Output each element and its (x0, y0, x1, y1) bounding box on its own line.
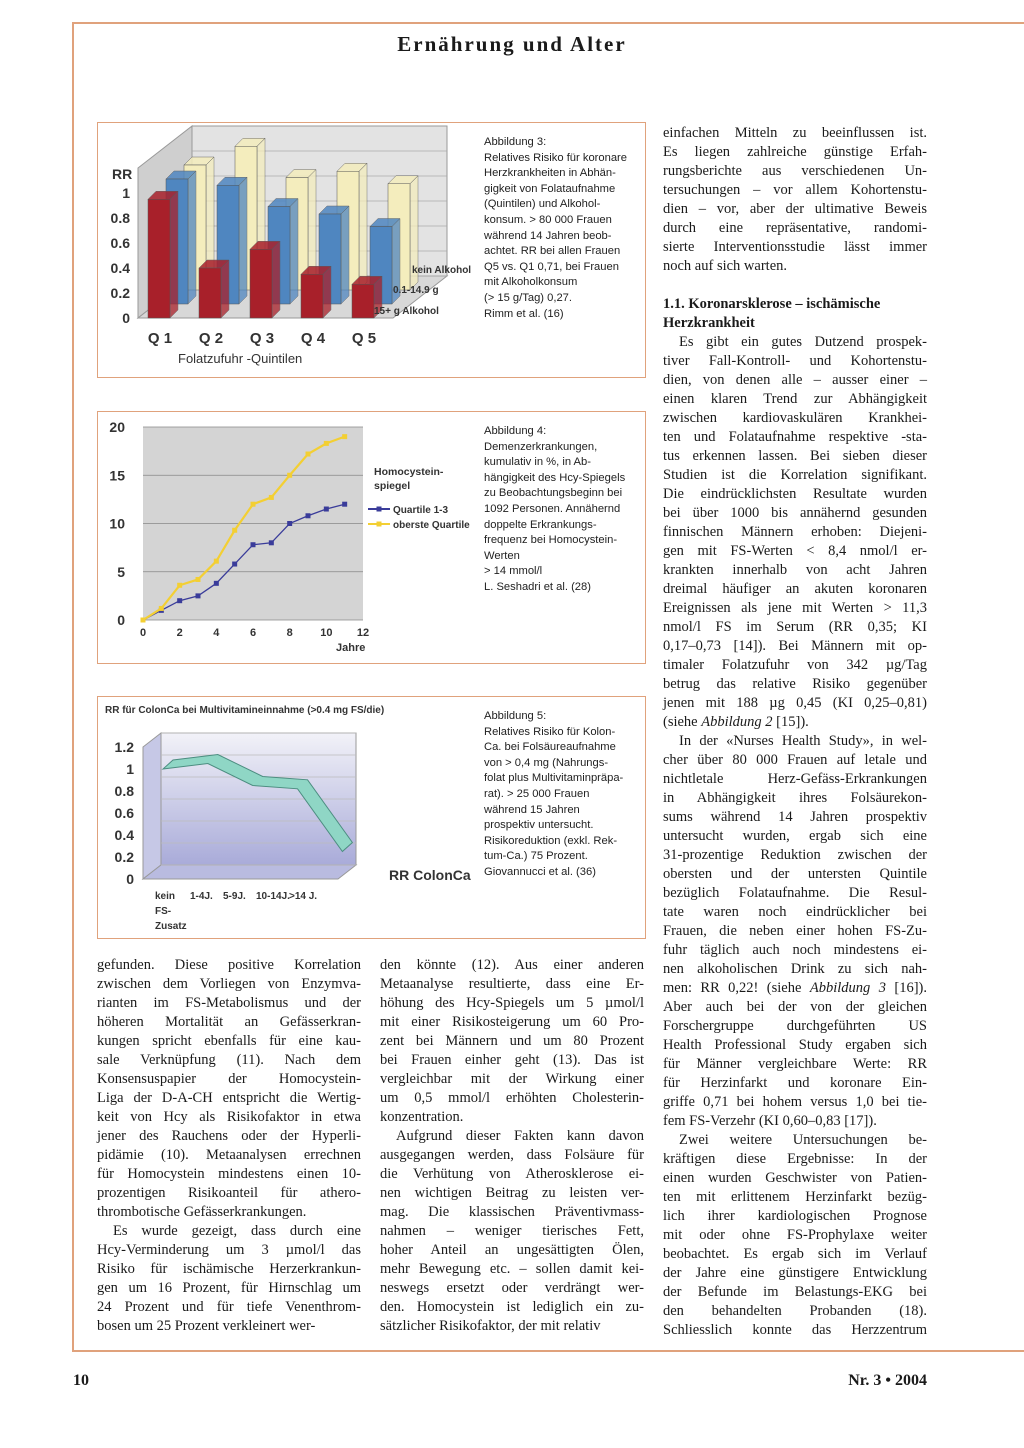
data-point (159, 606, 164, 611)
text-line: sätzlicher Risikofaktor, der mit relativ (380, 1318, 601, 1334)
text-line: rungsberichte aus verschiedenen Un- (663, 163, 927, 179)
figure-5 (97, 696, 646, 939)
text-line: die Verhütung von Atherosklerose ei- (380, 1166, 644, 1182)
text-line: bosen um 25 Prozent verkleinert wer- (97, 1318, 316, 1334)
x-tick-label: 4 (213, 627, 220, 639)
text-line: Studien ist die Korrelation signifikant. (663, 467, 927, 483)
figure-4 (97, 411, 646, 664)
legend-label: oberste Quartile (393, 520, 470, 531)
x-tick-label: Zusatz (155, 921, 187, 932)
x-tick-label: FS- (155, 906, 172, 917)
caption-line: konsum. > 80 000 Frauen (484, 213, 612, 226)
text-line: fem FS-Verzehr (KI 0,60–0,83 [17]). (663, 1113, 877, 1129)
data-point (342, 502, 347, 507)
text-line: kungen spricht ebenfalls für eine kau- (97, 1033, 361, 1049)
text-line: 1.1. Koronarsklerose – ischämische (663, 296, 881, 312)
text-line: den behandelten Probanden (18). (663, 1303, 927, 1319)
text-line: durch eine repräsentative, randomi- (663, 220, 927, 236)
text-line: sierte Interventionsstudie lässt immer (663, 239, 927, 255)
bar (250, 241, 280, 318)
text-line: men: RR 0,22! (siehe Abbildung 3 [16]). (663, 980, 927, 996)
page-frame-top (72, 22, 1024, 24)
text-line: mag. Die klassischen Präventivmass- (380, 1204, 644, 1220)
text-line: höhung des Hcy-Spiegels um 5 µmol/l (380, 995, 644, 1011)
x-tick-label: Q 3 (249, 330, 275, 347)
caption-line: Abbildung 5: (484, 710, 547, 722)
text-line: noch auf sich warten. (663, 258, 788, 274)
caption-line: (> 15 g/Tag) 0,27. (484, 291, 573, 304)
caption-line: (Quintilen) und Alkohol- (484, 198, 601, 211)
y-tick-label: 0.4 (114, 827, 134, 843)
page-frame-bottom (72, 1350, 1024, 1352)
x-tick-label: 0 (139, 627, 147, 639)
data-point (251, 542, 256, 547)
data-point (251, 502, 256, 507)
caption-line: gigkeit von Folataufnahme (484, 182, 616, 195)
caption-line: Q5 vs. Q1 0,71, bei Frauen (484, 260, 619, 273)
text-line: nen wichtigen Beitrag zu leisten ver- (380, 1185, 644, 1201)
x-tick-label: >14 J. (289, 891, 318, 902)
caption-line: zu Beobachtungsbeginn bei (484, 487, 623, 500)
text-line: untersucht wurden, ergab sich eine (663, 828, 927, 844)
text-line: nen alkoholischen Drink zu sich nah- (663, 961, 927, 977)
x-tick-label: Q 4 (300, 330, 326, 347)
text-line: Herzkrankheit (663, 315, 755, 331)
text-line: den. Homocystein ist lediglich ein zu- (380, 1299, 644, 1315)
text-line: einfachen Mitteln zu beeinflussen ist. (663, 125, 927, 141)
text-line: Aufgrund dieser Fakten kann davon (396, 1128, 644, 1144)
text-line: jener des Rauchens oder der Hyperli- (97, 1128, 361, 1144)
page-frame-left (72, 22, 74, 1350)
text-line: für Männer vergleichbare Werte: RR (663, 1056, 927, 1072)
caption-line: Rimm et al. (16) (484, 307, 564, 320)
data-point (177, 598, 182, 603)
x-tick-label: 10-14J. (256, 891, 290, 902)
data-point (324, 507, 329, 512)
text-line: der Befunde im Belastungs-EKG bei (663, 1284, 927, 1300)
y-tick-label: 0 (122, 310, 130, 326)
text-line: 31-prozentige Reduktion zwischen der (663, 847, 927, 863)
text-line: den könnte (12). Aus einer anderen (380, 957, 644, 973)
caption-line: doppelte Erkrankungs- (484, 518, 597, 531)
y-tick-label: 0.6 (110, 235, 130, 251)
text-line: beobachtet. Es ergab sich im Verlauf (663, 1246, 927, 1262)
y-tick-label: 0.8 (110, 210, 130, 226)
chart-side-wall (143, 733, 161, 879)
text-line: krankten innerhalb von acht Jahren (663, 562, 927, 578)
text-line: prozentigen Risikoanteil für athero- (97, 1185, 361, 1201)
text-line: gefunden. Diese positive Korrelation (97, 957, 361, 973)
page-number: 10 (73, 1372, 89, 1389)
series-label: kein Alkohol (412, 265, 472, 276)
data-point (214, 581, 219, 586)
text-line: einen klaren Trend zur Abhängigkeit (663, 391, 927, 407)
text-line: tersuchungen – vor allem Kohortenstu- (663, 182, 927, 198)
x-tick-label: kein (155, 891, 176, 902)
text-line: konzentration. (380, 1109, 464, 1125)
caption-line: während 14 Jahren beob- (484, 229, 612, 242)
x-tick-label: Q 5 (351, 330, 377, 347)
caption-line: Werten (484, 549, 520, 562)
text-line: Aber auch bei der von der gleichen (663, 999, 927, 1015)
data-point (342, 434, 347, 439)
text-line: nahmen – weniger tierisches Fett, (380, 1223, 644, 1239)
caption-line: Demenzerkrankungen, (484, 440, 598, 453)
text-line: tate waren noch eindrücklicher bei (663, 904, 927, 920)
data-point (269, 540, 274, 545)
text-line: Health Professional Study ergaben sich (663, 1037, 927, 1053)
caption-line: Risikoreduktion (exkl. Rek- (484, 834, 618, 847)
text-line: Schliesslich konnte das Herzzentrum (663, 1322, 927, 1338)
caption-line: kumulativ in %, in Ab- (484, 456, 591, 469)
text-line: in Abhängigkeit ihres Folsäurekon- (663, 790, 927, 806)
text-line (663, 276, 927, 295)
data-point (287, 521, 292, 526)
text-line: dreimal häufiger an akuten koronaren (663, 581, 927, 597)
y-tick-label: 5 (117, 563, 125, 580)
x-tick-label: 10 (320, 627, 333, 639)
chart-floor (143, 865, 356, 879)
caption-line: Relatives Risiko für koronare (484, 151, 628, 164)
y-tick-label: 0.2 (114, 849, 134, 865)
text-line: bei Frauen einher geht (13). Das ist (380, 1052, 644, 1068)
y-tick-label: 0.6 (114, 805, 134, 821)
bar (199, 260, 229, 318)
data-point (232, 562, 237, 567)
figure-4-caption (484, 424, 642, 596)
text-line: für Homocystein mindestens einen 10- (97, 1166, 361, 1182)
text-line: neswegs ersetzt oder verdrängt wer- (380, 1280, 644, 1296)
y-tick-label: 20 (109, 419, 125, 435)
text-line: Zwei weitere Untersuchungen be- (679, 1132, 927, 1148)
x-tick-label: 1-4J. (190, 891, 213, 902)
issue-label: Nr. 3 • 2004 (848, 1372, 927, 1389)
text-line: Frauen, die neben einer hohen FS-Zu- (663, 923, 927, 939)
figure-4-line-chart (98, 412, 483, 663)
text-line: sale Verknüpfung (11). Nach dem (97, 1052, 361, 1068)
text-line: pidämie (10). Metaanalysen errechnen (97, 1147, 361, 1163)
text-line: Liga der D-A-CH entspricht die Wertig- (97, 1090, 361, 1106)
text-column-left (97, 956, 361, 1336)
y-axis-label: RR (112, 166, 133, 182)
caption-line: Abbildung 3: (484, 136, 547, 148)
text-line: Risiko für ischämische Herzerkrankun- (97, 1261, 361, 1277)
text-line: höheren Mortalität an Gefässerkran- (97, 1014, 361, 1030)
x-tick-label: 12 (356, 627, 370, 639)
data-point (324, 441, 329, 446)
text-line: gen um 16 Prozent, für Hirnschlag um (97, 1280, 361, 1296)
caption-line: prospektiv untersucht. (484, 819, 594, 832)
caption-line: Herzkrankheiten in Abhän- (484, 167, 616, 180)
x-axis-label: Folatzufuhr -Quintilen (178, 351, 303, 366)
data-point (306, 452, 311, 457)
text-line: dien – vor, aber der ultimative Beweis (663, 201, 927, 217)
x-tick-label: 5-9J. (223, 891, 246, 902)
series-label: 15+ g Alkohol (374, 306, 439, 317)
caption-line: rat). > 25 000 Frauen (484, 787, 590, 800)
text-line: 24 Prozent und für tiefe Venenthrom- (97, 1299, 361, 1315)
y-tick-label: 15 (109, 467, 125, 484)
text-line: lich ihrer kardiologischen Prognose (663, 1208, 927, 1224)
figure-3-bar-chart (98, 123, 483, 377)
text-line: Es liegen zahlreiche günstige Erfah- (663, 144, 927, 160)
series-label: 0.1-14.9 g (393, 285, 439, 296)
caption-line: während 15 Jahren (484, 803, 580, 816)
text-line: timaler Folatzufuhr von 342 µg/Tag (663, 657, 927, 673)
figure-3 (97, 122, 646, 378)
text-line: (siehe Abbildung 2 [15]). (663, 714, 809, 730)
legend-marker (377, 507, 382, 512)
caption-line: achtet. RR bei allen Frauen (484, 245, 621, 258)
text-line: finnischen Männern erhoben: Diejeni- (663, 524, 927, 540)
caption-line: mit Alkoholkonsum (484, 276, 578, 289)
text-line: bezüglich Folataufnahme. Die Resul- (663, 885, 927, 901)
text-line: obersten und der untersten Quintile (663, 866, 927, 882)
text-line: ten und Folataufnahme respektive -sta- (663, 429, 927, 445)
x-tick-label: 2 (176, 627, 183, 639)
text-line: vergleichbar mit der Wirkung einer (380, 1071, 644, 1087)
text-line: mit oder ohne FS-Prophylaxe weiter (663, 1227, 927, 1243)
data-point (177, 583, 182, 588)
text-line: Forschergruppe durchgeführten US (663, 1018, 927, 1034)
data-point (306, 513, 311, 518)
text-line: Metaanalyse resultierte, dass eine Er- (380, 976, 644, 992)
text-line: thrombotische Gefässerkrankungen. (97, 1204, 307, 1220)
text-line: Die eindrücklichsten Resultate wurden (663, 486, 927, 502)
y-tick-label: 0 (126, 871, 134, 887)
x-tick-label: 6 (249, 627, 257, 639)
text-line: Es gibt ein gutes Dutzend prospek- (679, 334, 927, 350)
text-line: ten mit erlittenem Herzinfarkt bezüg- (663, 1189, 927, 1205)
text-line: jenen mit 188 µg 0,45 (KI 0,25–0,81) (663, 695, 927, 711)
text-line: tus erkennen lassen. Bei sieben dieser (663, 448, 927, 464)
data-point (269, 495, 274, 500)
data-point (196, 577, 201, 582)
y-tick-label: 1 (122, 185, 130, 201)
caption-line: tum-Ca.) 75 Prozent. (484, 850, 588, 863)
caption-line: hängigkeit des Hcy-Spiegels (484, 471, 626, 484)
data-point (214, 559, 219, 564)
caption-line: Relatives Risiko für Kolon- (484, 725, 616, 738)
figure-5-area-chart (98, 697, 483, 938)
caption-line: > 14 mmol/l (484, 565, 543, 578)
text-line: In der «Nurses Health Study», in wel- (679, 733, 927, 749)
data-point (287, 473, 292, 478)
caption-line: L. Seshadri et al. (28) (484, 580, 591, 593)
text-line: einen wurden Geschwister von Patien- (663, 1170, 927, 1186)
text-line: 0,17–0,73 [14]). Bei Männern mit op- (663, 638, 927, 654)
text-line: gen mit FS-Werten < 8,4 nmol/l er- (663, 543, 927, 559)
caption-line: Ca. bei Folsäureaufnahme (484, 741, 616, 754)
x-tick-label: Q 2 (198, 330, 224, 347)
text-line: um 0,5 mmol/l erhöhten Cholesterin- (380, 1090, 644, 1106)
legend-marker (377, 522, 382, 527)
y-tick-label: 1.2 (114, 739, 134, 755)
figure-5-caption (484, 709, 642, 881)
text-line: mehr Bewegung etc. – sollen damit kei- (380, 1261, 644, 1277)
text-line: cher über 80 000 Frauen auf letale und (663, 752, 927, 768)
y-tick-label: 0.8 (114, 783, 134, 799)
text-line: Es wurde gezeigt, dass durch eine (113, 1223, 361, 1239)
chart-title: RR für ColonCa bei Multivitamineinnahme (>0.4 mg FS/die) (105, 705, 385, 716)
text-line: betrug das relative Risiko gegenüber (663, 676, 927, 692)
text-line: zent bei Männern und um 80 Prozent (380, 1033, 644, 1049)
y-tick-label: 0.2 (110, 285, 130, 301)
bar (301, 266, 331, 318)
text-line: zwischen kardiovaskulären Krankhei- (663, 410, 927, 426)
text-line: keit von Hcy als Risikofaktor in etwa (97, 1109, 361, 1125)
caption-line: frequenz bei Homocystein- (484, 534, 618, 547)
text-line: griffe 0,71 bei hohem versus 1,0 bei tie- (663, 1094, 927, 1110)
legend-title: Homocystein- (374, 466, 444, 478)
text-line: für Herzinfarkt und koronare Ein- (663, 1075, 927, 1091)
series-label: RR ColonCa (389, 867, 471, 883)
text-line: sums während 14 Jahren prospektiv (663, 809, 927, 825)
text-line: kräftigen diese Ergebnisse: In der (663, 1151, 927, 1167)
text-column-middle (380, 956, 644, 1336)
caption-line: von > 0,4 mg (Nahrungs- (484, 756, 609, 769)
text-line: Ereignissen als jene mit Werten > 11,3 (663, 600, 927, 616)
y-tick-label: 0 (117, 612, 125, 628)
text-column-right (663, 124, 927, 1340)
caption-line: Giovannucci et al. (36) (484, 865, 596, 878)
legend-label: Quartile 1-3 (393, 505, 449, 516)
text-line: nmol/l FS im Serum (RR 0,35; KI (663, 619, 927, 635)
caption-line: Abbildung 4: (484, 425, 547, 437)
caption-line: 1092 Personen. Annähernd (484, 502, 621, 515)
text-line: rianten im FS-Metabolismus und der (97, 995, 361, 1011)
text-line: nichtletale Herz-Gefäss-Erkrankungen (663, 771, 927, 787)
text-line: dien, von denen alle – ausser einer – (663, 372, 927, 388)
text-line: bei über 1000 bis annähernd gesunden (663, 505, 927, 521)
y-tick-label: 1 (126, 761, 134, 777)
data-point (196, 593, 201, 598)
figure-3-caption (484, 135, 642, 322)
data-point (141, 618, 146, 623)
x-tick-label: 8 (286, 627, 293, 639)
y-tick-label: 10 (109, 515, 125, 532)
text-line: der Jahre eine günstigere Entwicklung (663, 1265, 927, 1281)
text-line: ausgegangen werden, dass Folsäure für (380, 1147, 644, 1163)
x-axis-label: Jahre (336, 642, 366, 654)
legend-title: spiegel (374, 480, 411, 492)
text-line: Konsensuspapier der Homocystein- (97, 1071, 361, 1087)
text-line: mit einer Risikosteigerung um 60 Pro- (380, 1014, 644, 1030)
data-point (232, 528, 237, 533)
text-line: fuhr täglich auch noch mindestens ei- (663, 942, 927, 958)
text-line: hoher Anteil an ungesättigten Ölen, (380, 1242, 644, 1258)
text-line: tiver Fall-Kontroll- und Kohortenstu- (663, 353, 927, 369)
x-tick-label: Q 1 (147, 330, 173, 347)
running-header: Ernährung und Alter (397, 32, 627, 56)
caption-line: folat plus Multivitaminpräpa- (484, 772, 624, 785)
bar (148, 191, 178, 318)
text-line: zwischen dem Vorliegen von Enzymva- (97, 976, 361, 992)
y-tick-label: 0.4 (110, 260, 130, 276)
text-line: Hcy-Verminderung um 3 µmol/l das (97, 1242, 361, 1258)
